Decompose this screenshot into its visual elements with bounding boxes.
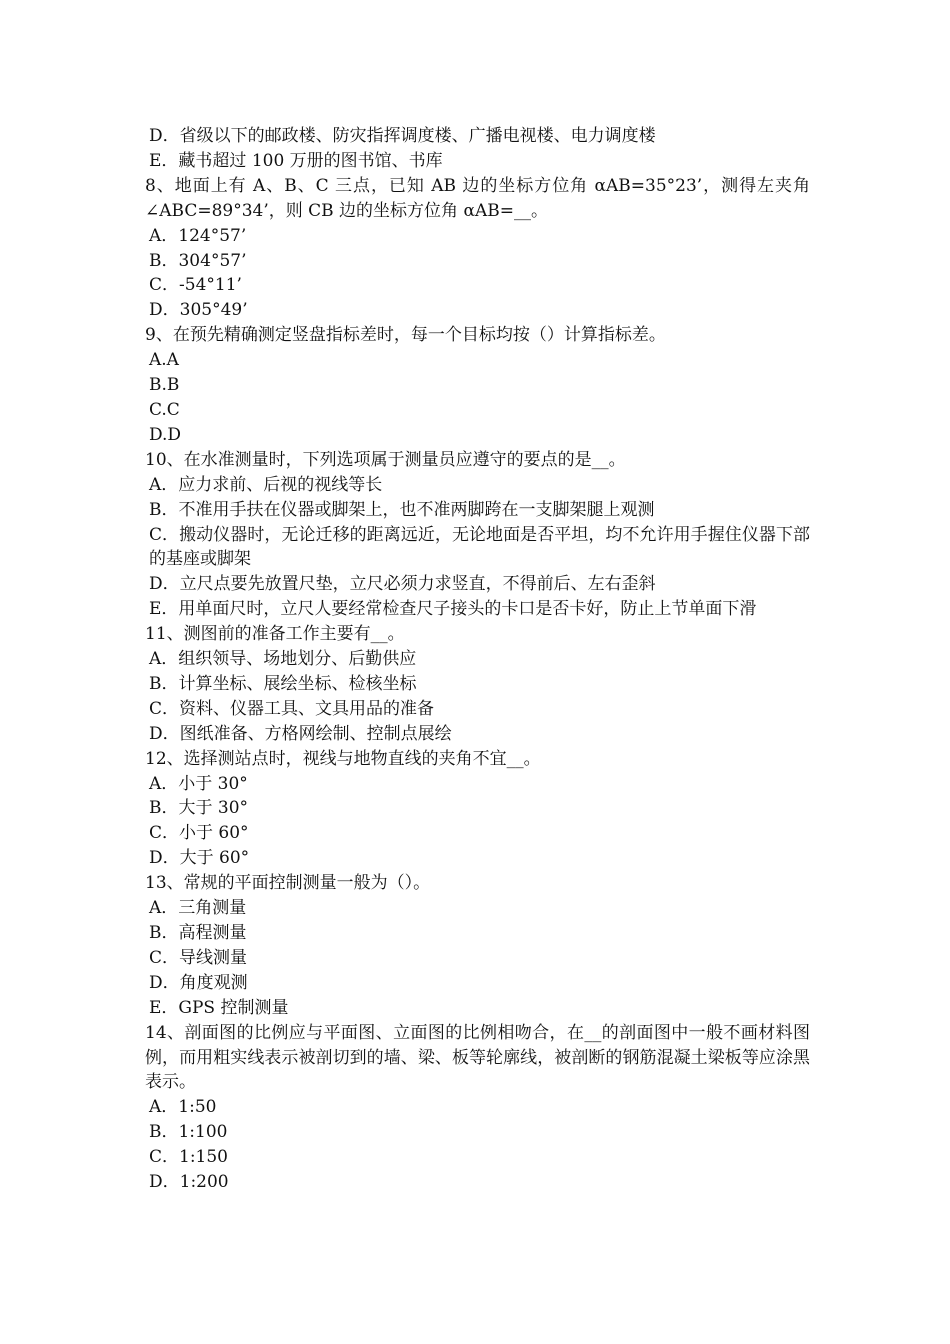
option-line: A．124°57’ <box>149 225 247 246</box>
option-line: A．小于 30° <box>149 773 248 794</box>
question-12: 12、选择测站点时，视线与地物直线的夹角不宜__。 <box>145 748 541 769</box>
question-10: 10、在水准测量时，下列选项属于测量员应遵守的要点的是__。 <box>145 449 626 470</box>
option-line: C.C <box>149 399 180 420</box>
option-line: E．藏书超过 100 万册的图书馆、书库 <box>149 150 443 171</box>
option-line: D．305°49’ <box>149 300 248 321</box>
option-line: B．计算坐标、展绘坐标、检核坐标 <box>149 673 417 694</box>
option-line: A.A <box>149 350 179 371</box>
option-line: A．组织领导、场地划分、后勤供应 <box>149 649 417 670</box>
option-line: B．1:100 <box>149 1122 228 1143</box>
option-line: D．角度观测 <box>149 972 248 993</box>
option-line: A．应力求前、后视的视线等长 <box>149 474 383 495</box>
option-line: D．1:200 <box>149 1172 229 1193</box>
option-line: B．高程测量 <box>149 923 247 943</box>
option-line: D．立尺点要先放置尺垫，立尺必须力求竖直，不得前后、左右歪斜 <box>149 574 656 595</box>
question-14: 14、剖面图的比例应与平面图、立面图的比例相吻合，在__的剖面图中一般不画材料图例，而用粗实线表示被剖切到的墙、梁、板等轮廓线，被剖断的钢筋混凝土梁板等应涂黑表示。 <box>145 1022 810 1093</box>
option-line: A．三角测量 <box>149 898 247 919</box>
question-9: 9、在预先精确测定竖盘指标差时，每一个目标均按（）计算指标差。 <box>145 325 666 346</box>
question-11: 11、测图前的准备工作主要有__。 <box>145 624 405 645</box>
option-line: A．1:50 <box>149 1097 217 1118</box>
option-line: B．304°57’ <box>149 250 247 271</box>
option-line: C．资料、仪器工具、文具用品的准备 <box>149 698 435 719</box>
option-line: B．不准用手扶在仪器或脚架上，也不准两脚跨在一支脚架腿上观测 <box>149 499 655 520</box>
option-line: D．图纸准备、方格网绘制、控制点展绘 <box>149 723 452 744</box>
option-line: D.D <box>149 424 182 445</box>
option-line: B．大于 30° <box>149 798 249 819</box>
question-13: 13、常规的平面控制测量一般为（）。 <box>145 873 431 894</box>
option-line: C．1:150 <box>149 1147 228 1168</box>
option-line: E．用单面尺时，立尺人要经常检查尺子接头的卡口是否卡好，防止上节单面下滑 <box>149 599 757 620</box>
option-line: D．省级以下的邮政楼、防灾指挥调度楼、广播电视楼、电力调度楼 <box>149 126 656 146</box>
option-line: C．-54°11’ <box>149 275 242 296</box>
option-line: E．GPS 控制测量 <box>149 997 289 1018</box>
option-line: C．小于 60° <box>149 823 249 844</box>
option-line: D．大于 60° <box>149 848 250 869</box>
option-line: C．导线测量 <box>149 947 248 968</box>
option-line: C．搬动仪器时，无论迁移的距离远近，无论地面是否平坦，均不允许用手握住仪器下部的基座或脚架 <box>149 524 810 570</box>
document-page <box>145 124 810 1195</box>
option-line: B.B <box>149 375 180 396</box>
question-8: 8、地面上有 A、B、C 三点，已知 AB 边的坐标方位角 αAB=35°23’，测得左夹角∠ABC=89°34’，则 CB 边的坐标方位角 αAB=__。 <box>145 175 810 221</box>
